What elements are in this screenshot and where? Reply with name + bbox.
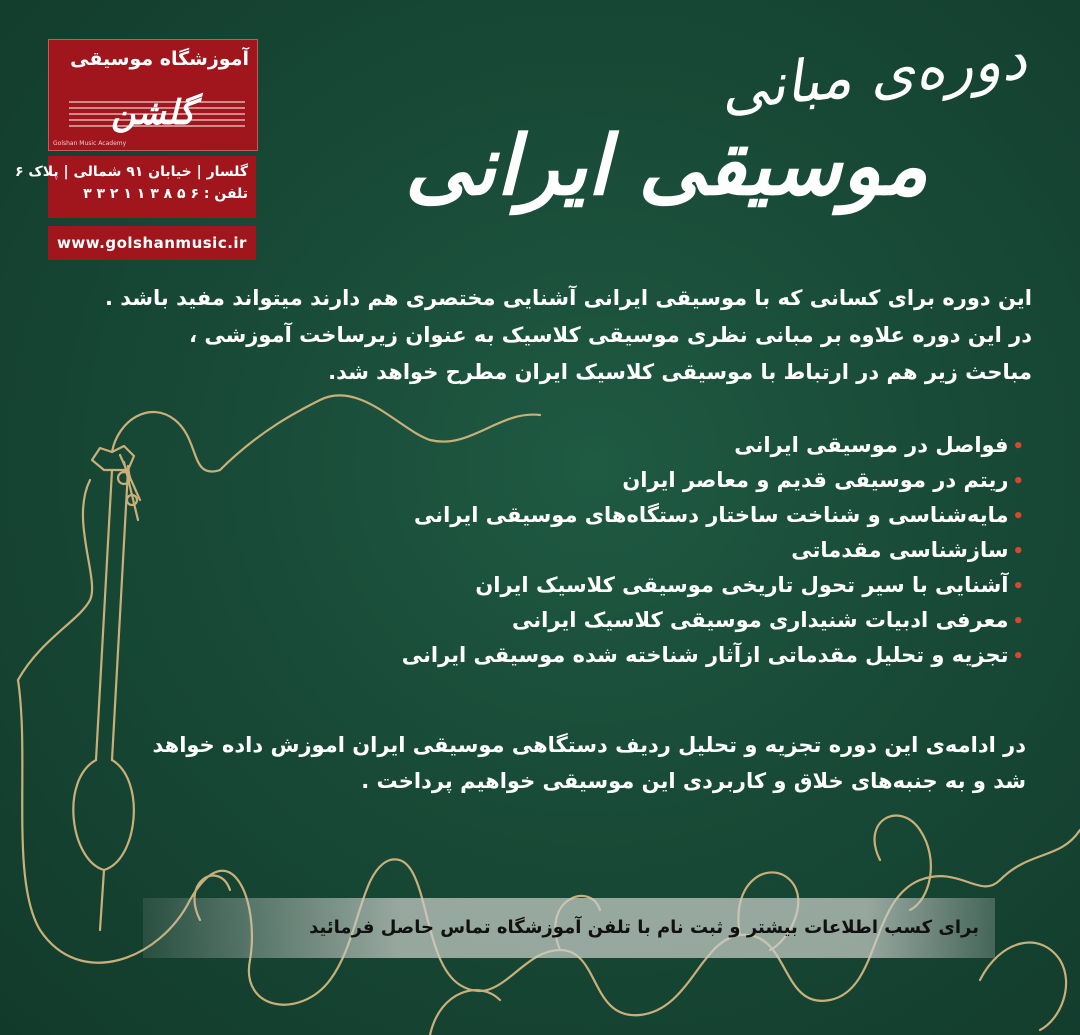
outro-line: شد و به جنبه‌های خلاق و کاربردی این موسیقی خواهیم پرداخت . [361, 769, 1026, 793]
list-item: •معرفی ادبیات شنیداری موسیقی کلاسیک ایرانی [512, 608, 1024, 632]
logo-title: آموزشگاه موسیقی [70, 48, 249, 70]
intro-line: این دوره برای کسانی که با موسیقی ایرانی آشنایی مختصری هم دارند میتواند مفید باشد . [104, 286, 1032, 310]
call-to-action-banner [143, 898, 995, 958]
list-item: •آشنایی با سیر تحول تاریخی موسیقی کلاسیک ایران [475, 573, 1024, 597]
bullet-icon: • [1012, 506, 1024, 527]
academy-logo [48, 39, 258, 151]
list-item: •تجزیه و تحلیل مقدماتی ازآثار شناخته شده موسیقی ایرانی [401, 643, 1024, 667]
bullet-icon: • [1012, 436, 1024, 457]
course-title-line1: دوره‌ی مبانی [717, 24, 1030, 124]
bullet-icon: • [1012, 646, 1024, 667]
outro-line: در ادامه‌ی این دوره تجزیه و تحلیل ردیف دستگاهی موسیقی ایران اموزش داده خواهد [152, 733, 1026, 757]
phone-text: تلفن : ۶ ۵ ۸ ۳ ۱ ۱ ۲ ۳ ۳ [83, 186, 248, 202]
list-item: •مایه‌شناسی و شناخت ساختار دستگاه‌های موسیقی ایرانی [413, 503, 1024, 527]
topics-list [264, 428, 1024, 673]
intro-line: مباحث زیر هم در ارتباط با موسیقی کلاسیک ایران مطرح خواهد شد. [328, 360, 1032, 384]
list-item: •ریتم در موسیقی قدیم و معاصر ایران [622, 468, 1024, 492]
outro-paragraph [26, 727, 1026, 799]
list-item: •فواصل در موسیقی ایرانی [734, 433, 1024, 457]
list-item: •سازشناسی مقدماتی [791, 538, 1024, 562]
logo-subtitle: Golshan Music Academy [53, 140, 127, 147]
course-title-line2: موسیقی ایرانی [405, 118, 928, 214]
bullet-icon: • [1012, 541, 1024, 562]
address-text: گلسار | خیابان ۹۱ شمالی | پلاک ۶ [15, 164, 248, 180]
contact-box [15, 156, 256, 218]
logo-calligraphy-icon [49, 78, 257, 144]
logo-calligraphy: گلشن [111, 93, 195, 133]
bullet-icon: • [1012, 471, 1024, 492]
intro-paragraph [32, 280, 1032, 391]
website-link[interactable]: www.golshanmusic.ir [48, 226, 256, 260]
bullet-icon: • [1012, 576, 1024, 597]
intro-line: در این دوره علاوه بر مبانی نظری موسیقی کلاسیک به عنوان زیرساخت آموزشی ، [189, 323, 1032, 347]
cta-text: برای کسب اطلاعات بیشتر و ثبت نام با تلفن آموزشگاه تماس حاصل فرمائید [309, 917, 979, 938]
bullet-icon: • [1012, 611, 1024, 632]
